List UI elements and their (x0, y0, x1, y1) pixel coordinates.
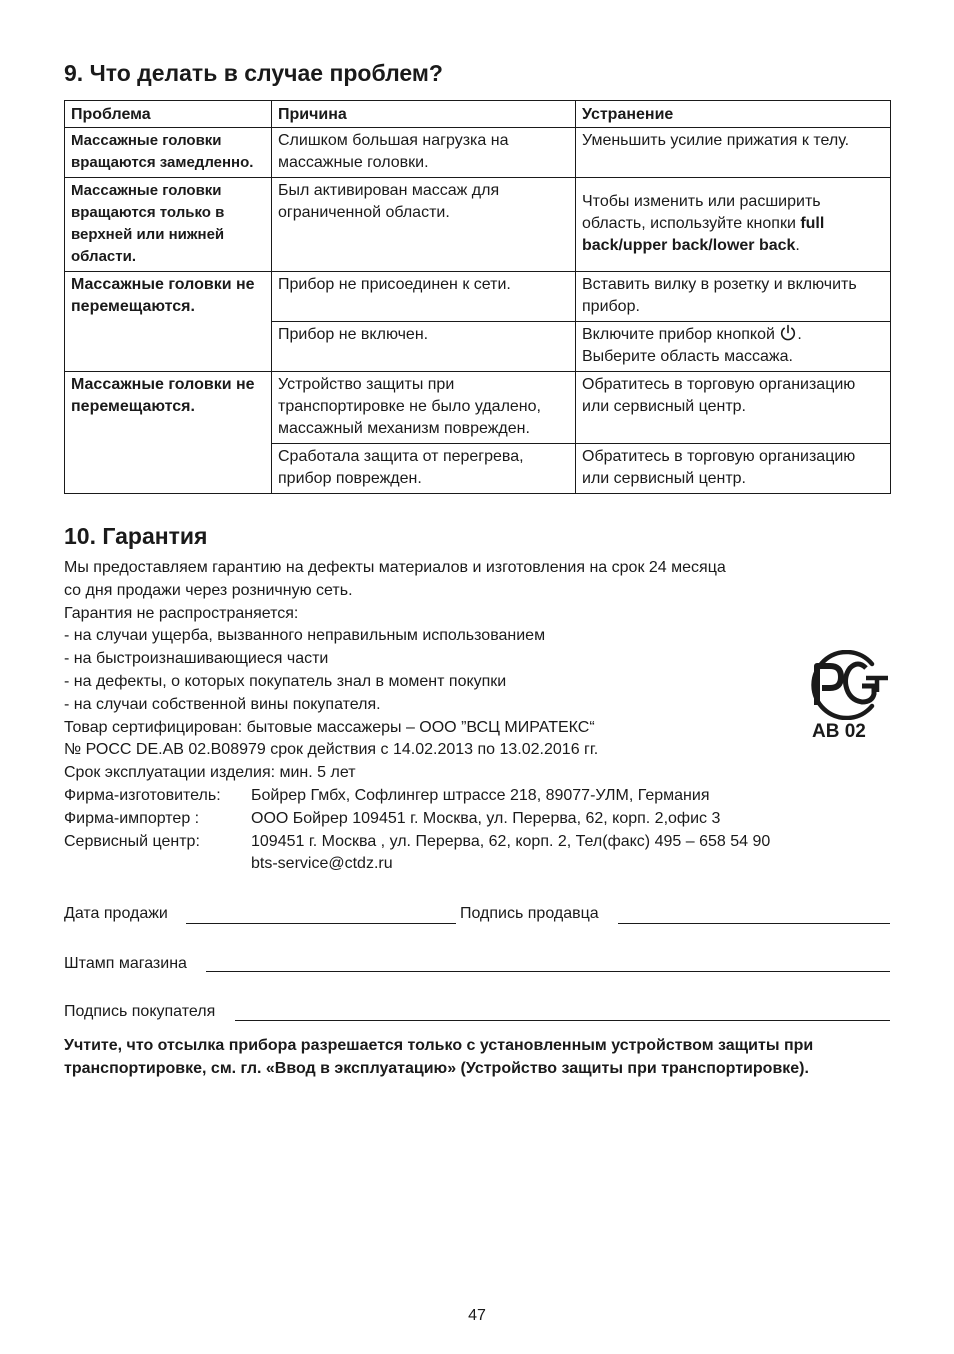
cause-cell: Сработала защита от перегрева, прибор поврежден. (272, 444, 576, 494)
warranty-line: - на случаи собственной вины покупателя. (64, 695, 381, 713)
warranty-line: Срок эксплуатации изделия: мин. 5 лет (64, 764, 356, 782)
sale-date-label: Дата продажи (64, 905, 168, 922)
certification-code: AB 02 (812, 721, 866, 742)
table-header-row (65, 101, 891, 128)
warranty-line: - на дефекты, о которых покупатель знал в момент покупки (64, 672, 507, 690)
problem-cell: Массажные головки вращаются замедленно. (65, 128, 272, 178)
cause-cell: Прибор не включен. (272, 322, 576, 372)
cause-cell: Был активирован массаж для ограниченной области. (272, 178, 576, 272)
cause-cell: Прибор не присоединен к сети. (272, 272, 576, 322)
sale-date-line (186, 923, 456, 924)
problem-cell: Массажные головки вращаются только в верхней или нижней области. (65, 178, 272, 272)
fix-cell: Обратитесь в торговую организацию или сервисный центр. (576, 444, 891, 494)
manufacturer-label: Фирма-изготовитель: (64, 787, 221, 804)
manufacturer-value: Бойрер Гмбх, Софлингер штрассе 218, 89077-УЛМ, Германия (251, 787, 710, 804)
problem-cell: Массажные головки не перемещаются. (65, 272, 272, 372)
fix-cell (576, 178, 891, 272)
certification-logo-icon (800, 650, 890, 720)
warranty-line: Товар сертифицирован: бытовые массажеры – ООО ”ВСЦ МИРАТЕКС“ (64, 718, 595, 736)
warranty-line: Мы предоставляем гарантию на дефекты материалов и изготовления на срок 24 месяца (64, 559, 726, 576)
fix-text-end: . (795, 237, 800, 254)
table-row (65, 272, 891, 322)
column-header-fix: Устранение (576, 101, 891, 128)
fix-cell: Уменьшить усилие прижатия к телу. (576, 128, 891, 178)
importer-label: Фирма-импортер : (64, 810, 200, 827)
service-email: bts-service@ctdz.ru (251, 855, 393, 872)
shipping-note: Учтите, что отсылка прибора разрешается только с установленным устройством защиты при транспортировке, см. гл. «Ввод в эксплуатацию» (Устройство защиты при транспортировке). (64, 1037, 814, 1077)
warranty-line: со дня продажи через розничную сеть. (64, 581, 353, 599)
cause-cell: Слишком большая нагрузка на массажные головки. (272, 128, 576, 178)
fix-text: Чтобы изменить или расширить область, используйте кнопки (582, 193, 821, 232)
importer-value: ООО Бойрер 109451 г. Москва, ул. Перерва, 62, корп. 2,офис 3 (251, 810, 721, 827)
buyer-signature-line (235, 1020, 890, 1021)
shop-stamp-line (206, 971, 890, 972)
service-value: 109451 г. Москва , ул. Перерва, 62, корп. 2, Тел(факс) 495 – 658 54 90 (251, 833, 771, 850)
section-9-title: 9. Что делать в случае проблем? (64, 60, 443, 86)
section-10-title: 10. Гарантия (64, 523, 208, 549)
table-row (65, 178, 891, 272)
fix-text-end: . (797, 326, 802, 343)
fix-text: Включите прибор кнопкой (582, 326, 780, 343)
fix-cell: Вставить вилку в розетку и включить прибор. (576, 272, 891, 322)
warranty-line: Гарантия не распространяется: (64, 604, 299, 622)
service-label: Сервисный центр: (64, 833, 200, 850)
table-row (65, 372, 891, 444)
problem-cell: Массажные головки не перемещаются. (65, 372, 272, 494)
warranty-text (64, 557, 726, 785)
fix-cell: Обратитесь в торговую организацию или сервисный центр. (576, 372, 891, 444)
cause-cell: Устройство защиты при транспортировке не было удалено, массажный механизм поврежден. (272, 372, 576, 444)
power-icon (779, 324, 797, 342)
troubleshooting-table (64, 100, 891, 494)
column-header-cause: Причина (272, 101, 576, 128)
warranty-line: - на быстроизнашивающиеся части (64, 650, 329, 668)
fix-buttons-text: full back/upper back/lower back (582, 215, 825, 254)
fix-cell (576, 322, 891, 372)
seller-signature-label: Подпись продавца (460, 905, 599, 922)
page-number: 47 (468, 1307, 486, 1324)
column-header-problem: Проблема (65, 101, 272, 128)
table-row (65, 128, 891, 178)
warranty-line: № РОСС DE.AB 02.B08979 срок действия с 14.02.2013 по 13.02.2016 гг. (64, 741, 599, 759)
buyer-signature-label: Подпись покупателя (64, 1003, 216, 1020)
warranty-line: - на случаи ущерба, вызванного неправильным использованием (64, 627, 546, 645)
fix-text-line2: Выберите область массажа. (582, 348, 793, 365)
shop-stamp-label: Штамп магазина (64, 955, 187, 972)
seller-signature-line (618, 923, 890, 924)
